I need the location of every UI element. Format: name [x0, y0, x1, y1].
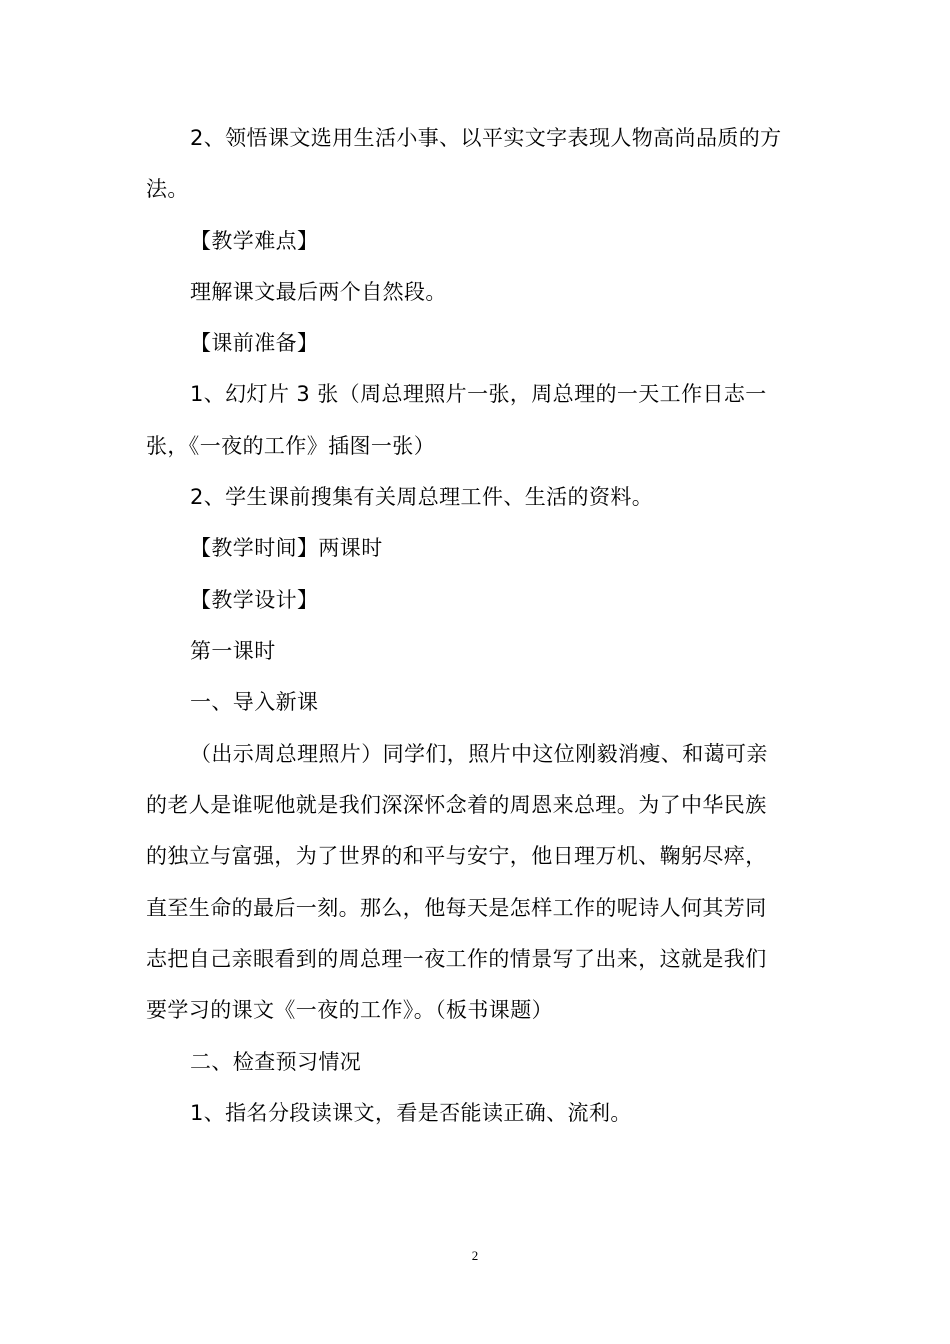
paragraph-line: 第一课时: [190, 639, 276, 663]
paragraph-line: 1、指名分段读课文，看是否能读正确、流利。: [190, 1101, 632, 1125]
paragraph-line: 1、幻灯片 3 张（周总理照片一张，周总理的一天工作日志一: [190, 382, 767, 406]
paragraph-line: 二、检查预习情况: [190, 1050, 362, 1074]
section-heading: 【教学设计】: [190, 588, 319, 612]
paragraph-line: 一、导入新课: [190, 690, 319, 714]
paragraph-line: （出示周总理照片）同学们，照片中这位刚毅消瘦、和蔼可亲: [190, 742, 768, 766]
paragraph-line: 要学习的课文《一夜的工作》。（板书课题）: [146, 998, 553, 1022]
paragraph-line: 法。: [146, 177, 189, 201]
paragraph-line: 张，《一夜的工作》插图一张）: [146, 434, 436, 458]
paragraph-line: 2、学生课前搜集有关周总理工件、生活的资料。: [190, 485, 654, 509]
section-heading: 【课前准备】: [190, 331, 319, 355]
section-heading: 【教学难点】: [190, 229, 319, 253]
paragraph-line: 的老人是谁呢他就是我们深深怀念着的周恩来总理。为了中华民族: [146, 793, 767, 817]
paragraph-line: 的独立与富强，为了世界的和平与安宁，他日理万机、鞠躬尽瘁，: [146, 844, 767, 868]
paragraph-line: 志把自己亲眼看到的周总理一夜工作的情景写了出来，这就是我们: [146, 947, 767, 971]
page-number: 2: [471, 1248, 479, 1263]
paragraph-line: 理解课文最后两个自然段。: [190, 280, 447, 304]
section-heading: 【教学时间】两课时: [190, 536, 383, 560]
paragraph-line: 直至生命的最后一刻。那么，他每天是怎样工作的呢诗人何其芳同: [146, 896, 767, 920]
paragraph-line: 2、领悟课文选用生活小事、以平实文字表现人物高尚品质的方: [190, 126, 782, 150]
